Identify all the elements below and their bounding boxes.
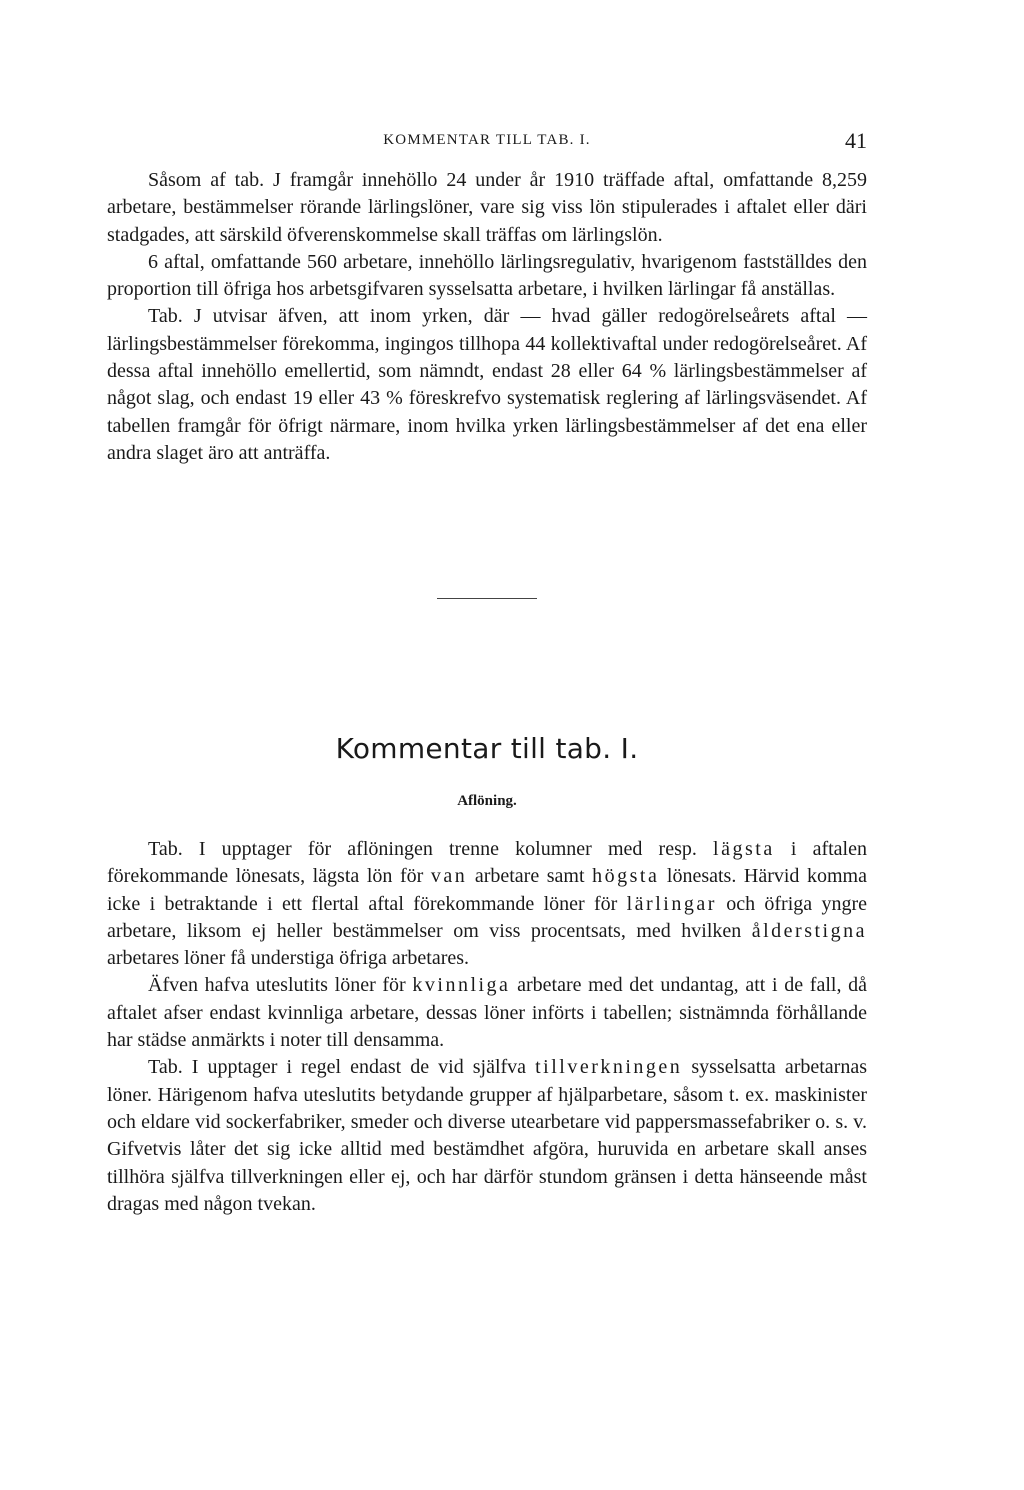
paragraph (107, 167, 867, 249)
spaced-emphasis: högsta (592, 865, 660, 888)
text-run: arbetares löner få understiga öfriga arbetares. (107, 947, 470, 970)
text-run: Såsom af tab. J framgår innehöllo 24 under år 1910 träffade aftal, omfattande 8,259 arbetare, bestämmelser rörande lärlingslöner, vare sig viss lön stipulerades i aftalet eller däri stadgades, att särskild öfverenskommelse skall träffas om lärlingslön. (107, 169, 867, 246)
section-divider (437, 598, 537, 599)
text-run: i aftalen förekommande lönesats, lägsta lön för (107, 838, 867, 888)
paragraph (107, 1054, 867, 1218)
text-run: lönesats. Härvid komma icke i betraktande i ett flertal aftal förekommande löner för (107, 865, 867, 915)
subsection-heading: Aflöning. (457, 793, 517, 809)
text-run: Tab. J utvisar äfven, att inom yrken, där — hvad gäller redogörelseårets aftal — lärlingsbestämmelser förekomma, ingingos tillhopa 44 kollektivaftal under redogörelseåret. Af dessa aftal innehöllo emellertid, som nämndt, endast 28 eller 64 % lärlingsbestämmelser af något slag, och endast 19 eller 43 % föreskrefvo systematisk reglering af lärlingsväsendet. Af tabellen framgår för öfrigt närmare, inom hvilka yrken lärlingsbestämmelser af det ena eller andra slaget äro att anträffa. (107, 305, 867, 464)
page-number: 41 (845, 128, 867, 153)
spaced-emphasis: van (430, 865, 468, 888)
running-head (107, 128, 867, 158)
paragraph (107, 972, 867, 1054)
spaced-emphasis: ålderstigna (751, 919, 867, 942)
spaced-emphasis: lägsta (713, 838, 775, 860)
text-run: Tab. I upptager i regel endast de vid själfva (148, 1056, 536, 1079)
text-run: Tab. I upptager för aflöningen trenne kolumner med resp. (148, 838, 714, 860)
paragraph (107, 836, 867, 972)
spaced-emphasis: kvinnliga (412, 974, 511, 997)
paragraph (107, 303, 867, 467)
text-run: arbetare med det undantag, att i de fall, då aftalet afser endast kvinnliga arbetare, dessas löner införts i tabellen; sistnämnda förhållande har städse anmärkts i noter till densamma. (107, 974, 867, 1052)
bottom-text-block (107, 836, 867, 1218)
spaced-emphasis: tillverkningen (535, 1056, 683, 1079)
spaced-emphasis: lärlingar (626, 892, 717, 915)
text-run: 6 aftal, omfattande 560 arbetare, innehöllo lärlingsregulativ, hvarigenom fastställdes den proportion till öfriga hos arbetsgifvaren sysselsatta arbetare, i hvilken lärlingar få anställas. (107, 250, 867, 301)
section-heading: Kommentar till tab. I. (335, 732, 639, 765)
running-title: KOMMENTAR TILL TAB. I. (383, 132, 591, 148)
text-run: Äfven hafva uteslutits löner för (148, 974, 413, 997)
paragraph (107, 249, 867, 304)
text-run: arbetare samt (467, 865, 593, 888)
text-run: sysselsatta arbetarnas löner. Härigenom hafva uteslutits betydande grupper af hjälparbetare, såsom t. ex. maskinister och eldare vid sockerfabriker, smeder och diverse utearbetare vid pappersmassefabriker o. s. v. Gifvetvis låter det sig icke alltid med bestämdhet afgöra, huruvida en arbetare skall anses tillhöra själfva tillverkningen eller ej, och har därför stundom gränsen i detta hänseende måst dragas med någon tvekan. (107, 1056, 867, 1215)
top-text-block (107, 167, 867, 467)
text-run: och öfriga yngre arbetare, liksom ej heller bestämmelser om viss procentsats, med hvilken (107, 892, 867, 942)
